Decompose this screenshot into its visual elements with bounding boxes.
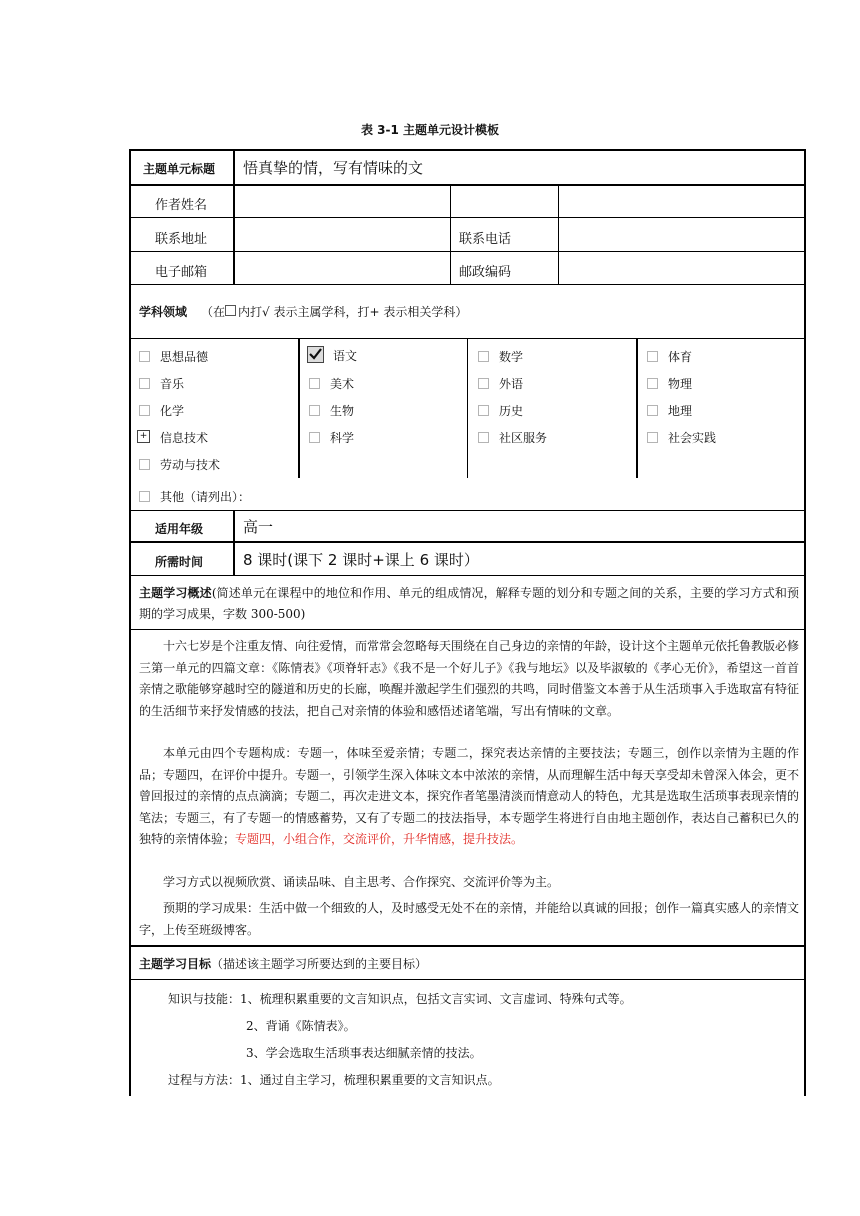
checkbox-icon[interactable] bbox=[309, 378, 320, 389]
subject-item: 语文 bbox=[333, 349, 358, 363]
col-divider bbox=[450, 184, 451, 284]
time-label: 所需时间 bbox=[155, 555, 204, 569]
goal-item: 3、学会选取生活琐事表达细腻亲情的技法。 bbox=[246, 1046, 482, 1060]
subject-item: 外语 bbox=[499, 377, 524, 391]
col-divider bbox=[233, 150, 235, 284]
col-divider bbox=[467, 338, 468, 478]
row-divider bbox=[129, 629, 806, 630]
subject-other: 其他（请列出）： bbox=[160, 490, 251, 504]
checkbox-icon[interactable] bbox=[309, 432, 320, 443]
subject-item: 体育 bbox=[668, 350, 693, 364]
row-divider bbox=[129, 184, 806, 186]
subject-hint-a: （在 bbox=[201, 305, 226, 319]
checkbox-icon[interactable] bbox=[478, 351, 489, 362]
checkbox-icon[interactable] bbox=[139, 459, 150, 470]
overview-label: 主题学习概述 bbox=[139, 586, 212, 600]
checkbox-icon[interactable] bbox=[647, 378, 658, 389]
table-caption: 表 3-1 主题单元设计模板 bbox=[360, 123, 500, 137]
goals-header bbox=[139, 955, 427, 972]
goal-line bbox=[168, 990, 632, 1007]
subject-item: 信息技术 bbox=[160, 431, 209, 445]
email-label: 电子邮箱 bbox=[155, 265, 208, 280]
row-divider bbox=[129, 284, 806, 285]
author-label: 作者姓名 bbox=[155, 198, 208, 213]
subject-item: 思想品德 bbox=[160, 350, 209, 364]
checkbox-icon[interactable] bbox=[139, 405, 150, 416]
col-divider bbox=[298, 338, 300, 478]
overview-header bbox=[139, 583, 799, 625]
checkbox-icon[interactable] bbox=[647, 432, 658, 443]
checkmark-icon[interactable] bbox=[307, 346, 324, 363]
checkbox-icon[interactable] bbox=[139, 378, 150, 389]
address-label: 联系地址 bbox=[155, 232, 208, 247]
subject-item: 社区服务 bbox=[499, 431, 548, 445]
subject-item: 物理 bbox=[668, 377, 693, 391]
goal-line bbox=[168, 1071, 500, 1088]
col-divider bbox=[558, 184, 559, 284]
time-value: 8 课时(课下 2 课时+课上 6 课时） bbox=[243, 551, 479, 569]
checkbox-icon[interactable] bbox=[309, 405, 320, 416]
subject-item: 化学 bbox=[160, 404, 185, 418]
overview-paragraph bbox=[139, 743, 799, 851]
overview-paragraph: 预期的学习成果：生活中做一个细致的人，及时感受无处不在的亲情，并能给以真诚的回报；创作一篇真实感人的亲情文字，上传至班级博客。 bbox=[139, 901, 800, 937]
subject-item: 社会实践 bbox=[668, 431, 717, 445]
col-divider bbox=[233, 510, 235, 575]
col-divider bbox=[636, 338, 638, 478]
subject-item: 科学 bbox=[330, 431, 355, 445]
title-value: 悟真挚的情，写有情味的文 bbox=[243, 159, 424, 177]
overview-paragraph: 学习方式以视频欣赏、诵读品味、自主思考、合作探究、交流评价等为主。 bbox=[163, 875, 560, 889]
grade-label: 适用年级 bbox=[155, 522, 204, 536]
subject-item: 历史 bbox=[499, 404, 524, 418]
overview-paragraph-highlight: 专题四，小组合作，交流评价，升华情感，提升技法。 bbox=[235, 832, 524, 846]
checkbox-icon[interactable] bbox=[478, 378, 489, 389]
goals-hint: （描述该主题学习所要达到的主要目标） bbox=[211, 957, 428, 971]
checkbox-icon bbox=[225, 305, 236, 316]
plus-mark-icon[interactable]: + bbox=[137, 430, 150, 443]
subject-item: 数学 bbox=[499, 350, 524, 364]
goal-item: 1、梳理积累重要的文言知识点，包括文言实词、文言虚词、特殊句式等。 bbox=[240, 992, 632, 1006]
overview-hint: (简述单元在课程中的地位和作用、单元的组成情况，解释专题的划分和专题之间的关系，主要的学习方式和预期的学习成果，字数 300-500) bbox=[139, 586, 799, 621]
subject-item: 生物 bbox=[330, 404, 355, 418]
row-divider bbox=[129, 541, 806, 543]
row-divider bbox=[129, 945, 806, 947]
goal-item: 2、背诵《陈情表》。 bbox=[246, 1019, 356, 1033]
subject-item: 美术 bbox=[330, 377, 355, 391]
overview-paragraph-text: 本单元由四个专题构成：专题一，体味至爱亲情；专题二，探究表达亲情的主要技法；专题三，创作以亲情为主题的作品；专题四，在评价中提升。专题一，引领学生深入体味文本中浓浓的亲情，从而理解生活中每天享受却未曾深入体会，更不曾回报过的亲情的点点滴滴；专题二，再次走进文本，探究作者笔墨清淡而情意动人的特色，尤其是选取生活琐事表现亲情的笔法；专题三，有了专题一的情感蓄势，又有了专题二的技法指导，本专题学生将进行自由地主题创作，表达自己蓄积已久的独特的亲情体验； bbox=[139, 746, 800, 846]
row-divider bbox=[129, 979, 806, 980]
checkbox-icon[interactable] bbox=[647, 351, 658, 362]
checkbox-icon[interactable] bbox=[139, 351, 150, 362]
checkbox-icon[interactable] bbox=[478, 405, 489, 416]
goal-category: 过程与方法： bbox=[168, 1073, 241, 1087]
subject-hint-b: 内打√ 表示主属学科，打+ 表示相关学科） bbox=[238, 305, 468, 319]
title-label: 主题单元标题 bbox=[143, 162, 216, 176]
overview-paragraph: 十六七岁是个注重友情、向往爱情，而常常会忽略每天围绕在自己身边的亲情的年龄，设计这个主题单元依托鲁教版必修三第一单元的四篇文章：《陈情表》《项脊轩志》《我不是一个好儿子》《我与地坛》以及毕淑敏的《孝心无价》，希望这一首首亲情之歌能够穿越时空的隧道和历史的长廊，唤醒并激起学生们强烈的共鸣，同时借鉴文本善于从生活琐事入手选取富有特征的生活细节来抒发情感的技法，把自己对亲情的体验和感悟述诸笔端，写出有情味的文章。 bbox=[139, 639, 800, 718]
checkbox-icon[interactable] bbox=[647, 405, 658, 416]
grade-value: 高一 bbox=[243, 518, 274, 536]
subject-item: 劳动与技术 bbox=[160, 458, 221, 472]
checkbox-icon[interactable] bbox=[478, 432, 489, 443]
goal-category: 知识与技能： bbox=[168, 992, 241, 1006]
subject-item: 音乐 bbox=[160, 377, 185, 391]
postcode-label: 邮政编码 bbox=[459, 265, 512, 280]
goals-label: 主题学习目标 bbox=[139, 957, 212, 971]
row-divider bbox=[129, 217, 806, 218]
row-divider bbox=[129, 575, 806, 576]
subject-label: 学科领域 bbox=[139, 305, 188, 319]
checkbox-icon[interactable] bbox=[139, 491, 150, 502]
phone-label: 联系电话 bbox=[459, 232, 512, 247]
row-divider bbox=[129, 510, 806, 511]
subject-item: 地理 bbox=[668, 404, 693, 418]
goal-item: 1、通过自主学习，梳理积累重要的文言知识点。 bbox=[240, 1073, 500, 1087]
row-divider bbox=[129, 251, 806, 252]
